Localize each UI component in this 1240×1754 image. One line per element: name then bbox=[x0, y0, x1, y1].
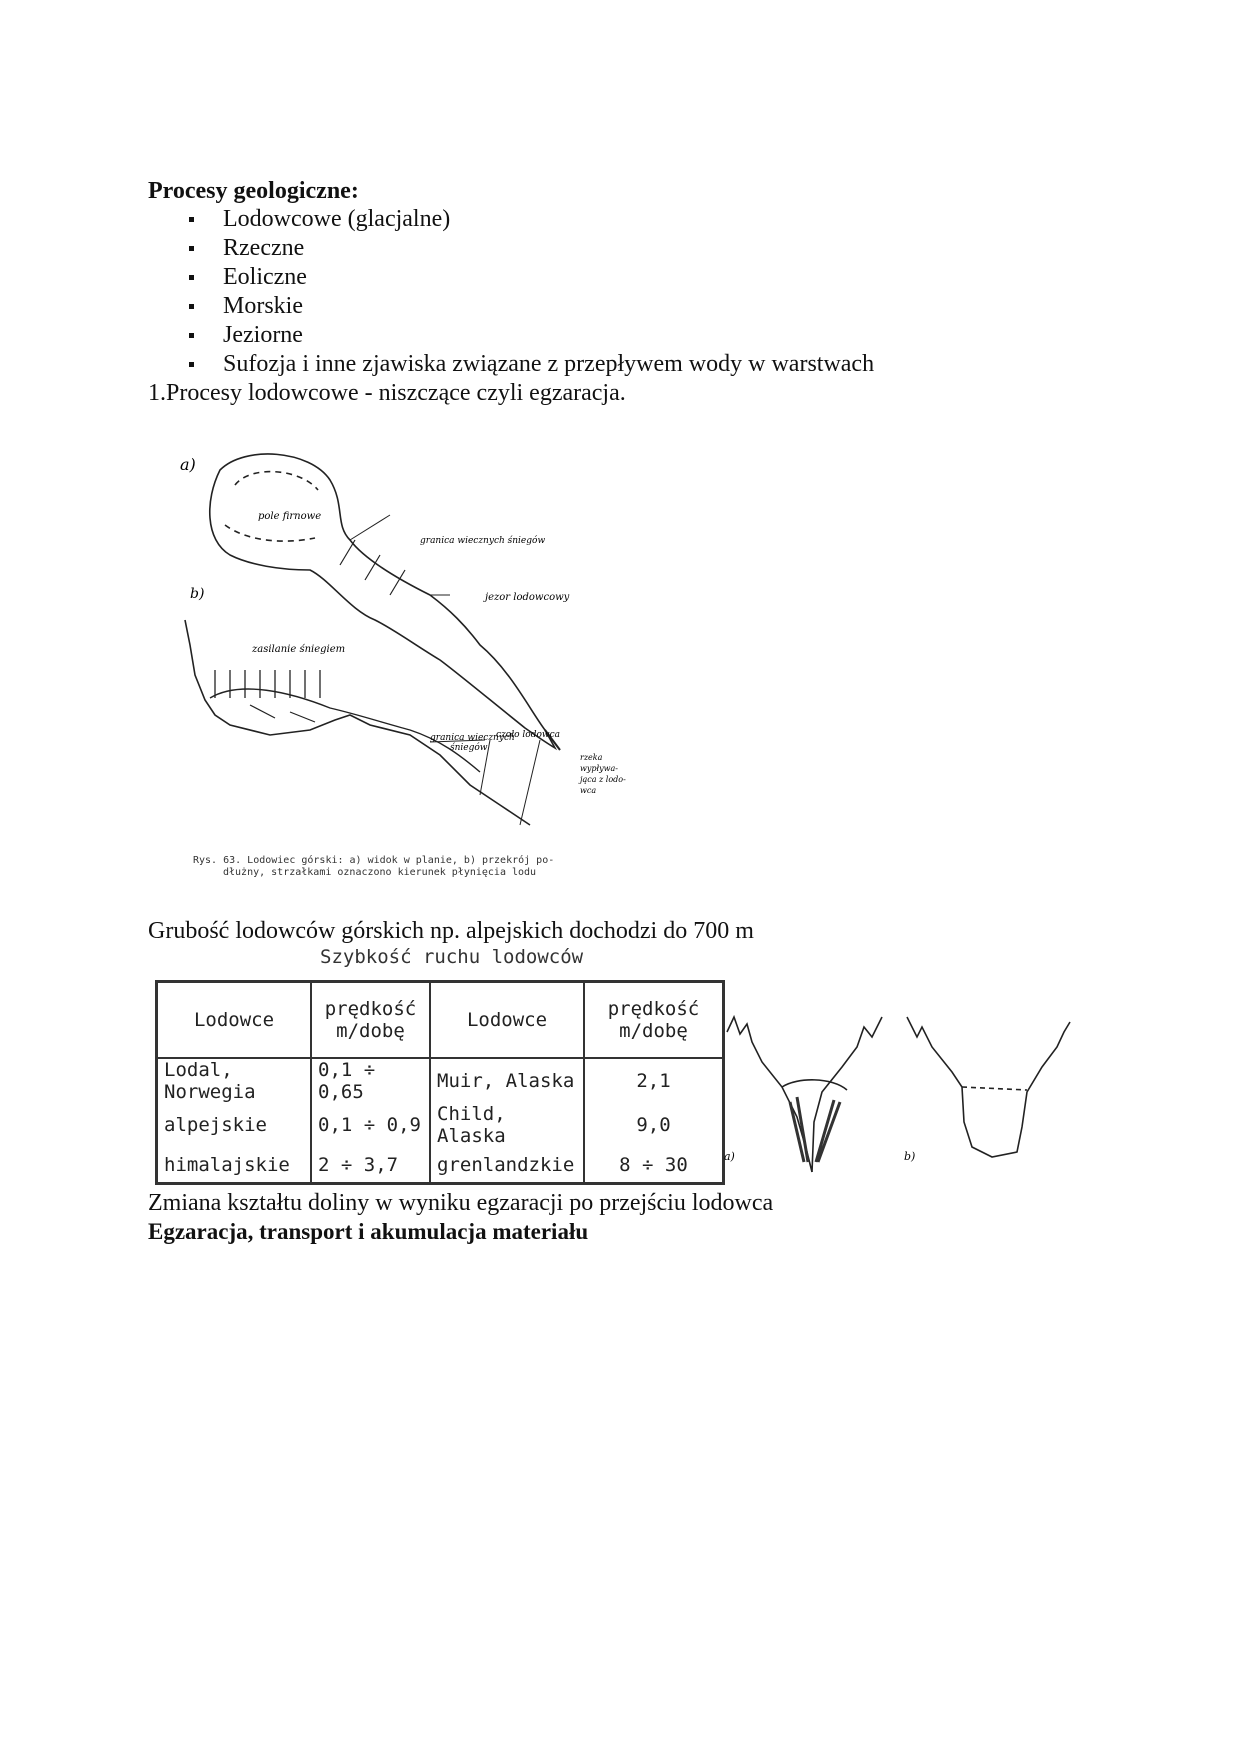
list-item: Rzeczne bbox=[148, 234, 874, 263]
list-item: Jeziorne bbox=[148, 321, 874, 350]
river-label-4: wca bbox=[580, 786, 597, 795]
table-cell: Lodal, Norwegia bbox=[157, 1058, 312, 1103]
table-row bbox=[157, 1058, 724, 1103]
valley-label-b: b) bbox=[904, 1150, 916, 1163]
glacier-front-label: czoło lodowca bbox=[496, 730, 560, 740]
valley-figure bbox=[722, 1012, 1072, 1182]
river-label-1: rzeka bbox=[580, 753, 603, 762]
thickness-line: Grubość lodowców górskich np. alpejskich dochodzi do 700 m bbox=[148, 918, 754, 944]
river-label-2: wypływa- bbox=[580, 764, 618, 773]
glacier-figure bbox=[150, 430, 650, 850]
table-row bbox=[157, 1147, 724, 1184]
table-cell: Child, Alaska bbox=[430, 1103, 584, 1147]
snow-supply-label: zasilanie śniegiem bbox=[252, 644, 346, 655]
table-cell: grenlandzkie bbox=[430, 1147, 584, 1184]
table-header-row bbox=[157, 982, 724, 1059]
snow-line-label-bottom: granica wiecznych bbox=[430, 733, 515, 743]
firn-field-label: pole firnowe bbox=[258, 511, 322, 522]
table-cell: Muir, Alaska bbox=[430, 1058, 584, 1103]
list-item: Lodowcowe (glacjalne) bbox=[148, 205, 874, 234]
header-line: m/dobę bbox=[336, 1020, 405, 1042]
figure-label-a: a) bbox=[180, 455, 196, 474]
table-cell: 0,1 ÷ 0,9 bbox=[311, 1103, 430, 1147]
table-cell: 9,0 bbox=[584, 1103, 724, 1147]
river-label-3: jąca z lodo- bbox=[580, 775, 626, 784]
table-header: Lodowce bbox=[157, 982, 312, 1059]
table-cell: 0,1 ÷ 0,65 bbox=[311, 1058, 430, 1103]
header-line: m/dobę bbox=[619, 1020, 688, 1042]
table-cell: alpejskie bbox=[157, 1103, 312, 1147]
snow-line-label-bottom-2: śniegów bbox=[450, 743, 488, 753]
valley-label-a: a) bbox=[724, 1150, 735, 1163]
list-item: Sufozja i inne zjawiska związane z przepływem wody w warstwach bbox=[148, 350, 874, 379]
table-header bbox=[311, 982, 430, 1059]
glacier-speed-table bbox=[155, 980, 725, 1185]
valley-caption: Zmiana kształtu doliny w wyniku egzaracji po przejściu lodowca bbox=[148, 1190, 774, 1216]
table-cell: 2,1 bbox=[584, 1058, 724, 1103]
figure-caption bbox=[193, 855, 554, 879]
table-header: Lodowce bbox=[430, 982, 584, 1059]
table-cell: himalajskie bbox=[157, 1147, 312, 1184]
list-item: Morskie bbox=[148, 292, 874, 321]
caption-line: Rys. 63. Lodowiec górski: a) widok w planie, b) przekrój po- bbox=[193, 855, 555, 866]
header-line: prędkość bbox=[324, 998, 417, 1020]
table-header bbox=[584, 982, 724, 1059]
table-cell: 8 ÷ 30 bbox=[584, 1147, 724, 1184]
list-item: Eoliczne bbox=[148, 263, 874, 292]
section-line: 1.Procesy lodowcowe - niszczące czyli egzaracja. bbox=[148, 380, 626, 406]
page-heading: Procesy geologiczne: bbox=[148, 178, 359, 204]
figure-label-b: b) bbox=[190, 586, 205, 602]
table-cell: 2 ÷ 3,7 bbox=[311, 1147, 430, 1184]
table-row bbox=[157, 1103, 724, 1147]
header-line: prędkość bbox=[607, 998, 700, 1020]
section-heading: Egzaracja, transport i akumulacja materiału bbox=[148, 1219, 589, 1244]
table-title: Szybkość ruchu lodowców bbox=[320, 946, 584, 968]
snow-line-label: granica wiecznych śniegów bbox=[420, 536, 546, 546]
caption-line: dłużny, strzałkami oznaczono kierunek płynięcia lodu bbox=[223, 867, 537, 878]
glacier-tongue-label: jezor lodowcowy bbox=[485, 592, 570, 603]
process-list bbox=[148, 205, 874, 379]
